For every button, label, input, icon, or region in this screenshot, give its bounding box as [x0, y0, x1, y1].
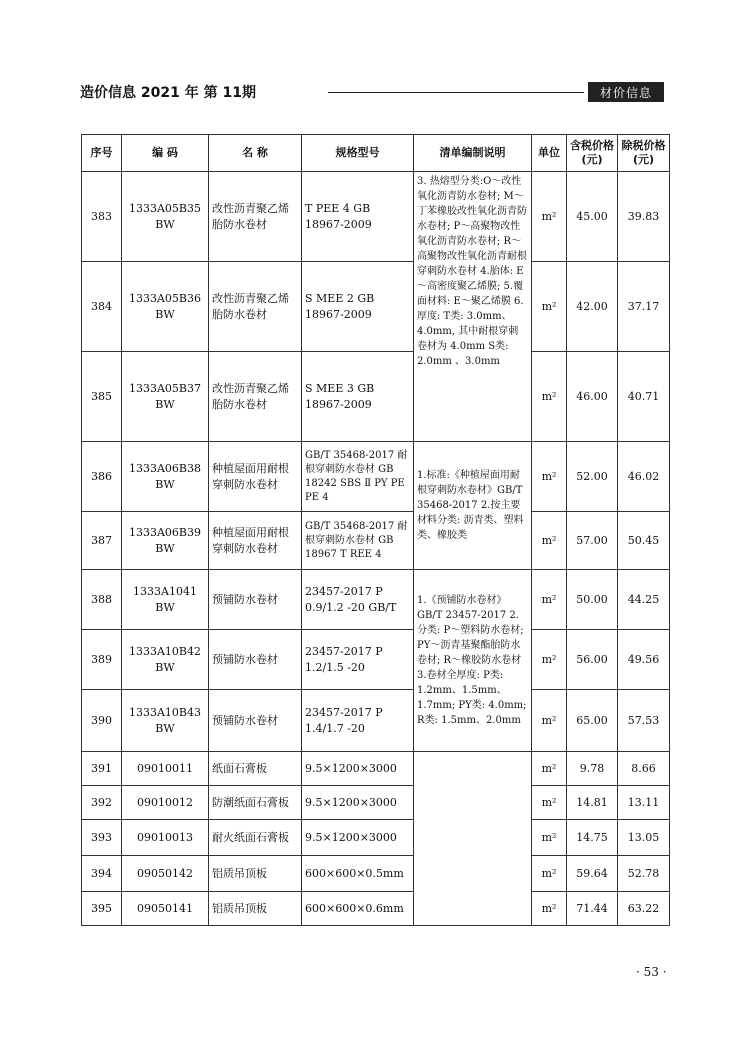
row-price-notax: 52.78	[618, 856, 670, 892]
row-spec: 23457-2017 P 1.2/1.5 -20	[302, 630, 414, 690]
row-code: 1333A05B37 BW	[122, 352, 209, 442]
price-table	[81, 134, 670, 926]
col-header-unit: 单位	[532, 135, 567, 172]
row-no: 393	[82, 820, 122, 856]
row-spec: 9.5×1200×3000	[302, 752, 414, 786]
row-no: 387	[82, 512, 122, 570]
row-price-tax: 52.00	[567, 442, 618, 512]
row-unit: m²	[532, 690, 567, 752]
col-header-spec: 规格型号	[302, 135, 414, 172]
row-price-notax: 40.71	[618, 352, 670, 442]
row-name: 耐火纸面石膏板	[209, 820, 302, 856]
col-header-price-notax: 除税价格(元)	[618, 135, 670, 172]
row-name: 预铺防水卷材	[209, 630, 302, 690]
table-row	[82, 352, 670, 442]
row-price-tax: 14.81	[567, 786, 618, 820]
row-no: 394	[82, 856, 122, 892]
row-note: 1.标准:《种植屋面用耐根穿刺防水卷材》GB/T 35468-2017 2.按主要材料分类: 沥青类、塑料类、橡胶类	[414, 442, 532, 570]
row-name: 改性沥青聚乙烯胎防水卷材	[209, 352, 302, 442]
row-name: 防潮纸面石膏板	[209, 786, 302, 820]
row-unit: m²	[532, 786, 567, 820]
row-unit: m²	[532, 820, 567, 856]
row-name: 纸面石膏板	[209, 752, 302, 786]
row-price-notax: 49.56	[618, 630, 670, 690]
row-unit: m²	[532, 892, 567, 926]
row-price-tax: 59.64	[567, 856, 618, 892]
row-code: 09010012	[122, 786, 209, 820]
row-name: 种植屋面用耐根穿刺防水卷材	[209, 442, 302, 512]
row-price-tax: 42.00	[567, 262, 618, 352]
row-price-notax: 39.83	[618, 172, 670, 262]
table-row	[82, 442, 670, 512]
row-unit: m²	[532, 352, 567, 442]
row-code: 09010013	[122, 820, 209, 856]
row-no: 391	[82, 752, 122, 786]
row-code: 09010011	[122, 752, 209, 786]
row-no: 383	[82, 172, 122, 262]
row-price-notax: 8.66	[618, 752, 670, 786]
row-price-tax: 71.44	[567, 892, 618, 926]
row-note-empty	[414, 752, 532, 926]
row-spec: 9.5×1200×3000	[302, 820, 414, 856]
row-no: 392	[82, 786, 122, 820]
row-price-notax: 13.05	[618, 820, 670, 856]
row-unit: m²	[532, 512, 567, 570]
row-code: 1333A05B35 BW	[122, 172, 209, 262]
col-header-note: 清单编制说明	[414, 135, 532, 172]
row-price-tax: 57.00	[567, 512, 618, 570]
row-name: 铝质吊顶板	[209, 892, 302, 926]
row-name: 改性沥青聚乙烯胎防水卷材	[209, 172, 302, 262]
row-spec: 600×600×0.6mm	[302, 892, 414, 926]
row-note: 3. 热熔型分类:O～改性氧化沥青防水卷材; M～丁苯橡胶改性氧化沥青防水卷材; P～高聚物改性氧化沥青防水卷材; R～高聚物改性氧化沥青耐根穿刺防水卷材 4.胎体: E～高密度聚乙烯膜; 5.覆面材料: E～聚乙烯膜 6.厚度: T类: 3.0mm、4.0mm, 其中耐根穿刺卷材为 4.0mm S类: 2.0mm 、3.0mm	[414, 172, 532, 442]
table-row	[82, 690, 670, 752]
row-price-tax: 46.00	[567, 352, 618, 442]
row-spec: S MEE 2 GB 18967-2009	[302, 262, 414, 352]
row-spec: T PEE 4 GB 18967-2009	[302, 172, 414, 262]
row-code: 1333A1041 BW	[122, 570, 209, 630]
table-row	[82, 786, 670, 820]
row-price-notax: 37.17	[618, 262, 670, 352]
header-rule	[328, 92, 584, 93]
row-no: 386	[82, 442, 122, 512]
row-no: 389	[82, 630, 122, 690]
row-no: 390	[82, 690, 122, 752]
row-code: 09050142	[122, 856, 209, 892]
row-spec: 23457-2017 P 0.9/1.2 -20 GB/T	[302, 570, 414, 630]
row-unit: m²	[532, 442, 567, 512]
page-header	[80, 82, 664, 104]
row-name: 预铺防水卷材	[209, 570, 302, 630]
row-name: 改性沥青聚乙烯胎防水卷材	[209, 262, 302, 352]
table-row	[82, 630, 670, 690]
row-unit: m²	[532, 172, 567, 262]
table-row	[82, 752, 670, 786]
row-no: 395	[82, 892, 122, 926]
col-header-code: 编 码	[122, 135, 209, 172]
row-price-tax: 65.00	[567, 690, 618, 752]
row-spec: 600×600×0.5mm	[302, 856, 414, 892]
row-unit: m²	[532, 570, 567, 630]
row-price-notax: 13.11	[618, 786, 670, 820]
row-spec: S MEE 3 GB 18967-2009	[302, 352, 414, 442]
table-row	[82, 512, 670, 570]
row-name: 种植屋面用耐根穿刺防水卷材	[209, 512, 302, 570]
row-code: 1333A10B43 BW	[122, 690, 209, 752]
col-header-name: 名 称	[209, 135, 302, 172]
row-price-tax: 45.00	[567, 172, 618, 262]
row-spec: GB/T 35468-2017 耐根穿刺防水卷材 GB 18967 T REE 4	[302, 512, 414, 570]
row-price-notax: 46.02	[618, 442, 670, 512]
row-code: 1333A06B38 BW	[122, 442, 209, 512]
row-code: 09050141	[122, 892, 209, 926]
row-price-notax: 63.22	[618, 892, 670, 926]
row-price-notax: 57.53	[618, 690, 670, 752]
row-price-tax: 56.00	[567, 630, 618, 690]
row-spec: GB/T 35468-2017 耐根穿刺防水卷材 GB 18242 SBS Ⅱ PY PE PE 4	[302, 442, 414, 512]
row-price-tax: 9.78	[567, 752, 618, 786]
row-note: 1.《预铺防水卷材》GB/T 23457-2017 2.分类: P～塑料防水卷材; PY～沥青基聚酯胎防水卷材; R～橡胶防水卷材 3.卷材全厚度: P类: 1.2mm、1.5mm、1.7mm; PY类: 4.0mm; R类: 1.5mm、2.0mm	[414, 570, 532, 752]
table-row	[82, 262, 670, 352]
row-name: 铝质吊顶板	[209, 856, 302, 892]
table-row	[82, 820, 670, 856]
row-price-notax: 44.25	[618, 570, 670, 630]
row-unit: m²	[532, 630, 567, 690]
row-unit: m²	[532, 856, 567, 892]
row-price-tax: 14.75	[567, 820, 618, 856]
row-no: 388	[82, 570, 122, 630]
row-price-notax: 50.45	[618, 512, 670, 570]
row-spec: 23457-2017 P 1.4/1.7 -20	[302, 690, 414, 752]
table-row	[82, 892, 670, 926]
col-header-price-tax: 含税价格(元)	[567, 135, 618, 172]
journal-title: 造价信息 2021 年 第 11期	[80, 85, 256, 101]
row-spec: 9.5×1200×3000	[302, 786, 414, 820]
row-name: 预铺防水卷材	[209, 690, 302, 752]
row-unit: m²	[532, 262, 567, 352]
row-no: 384	[82, 262, 122, 352]
table-header-row	[82, 135, 670, 172]
page-number: · 53 ·	[636, 965, 667, 979]
table-row	[82, 172, 670, 262]
table-row	[82, 570, 670, 630]
row-code: 1333A06B39 BW	[122, 512, 209, 570]
table-row	[82, 856, 670, 892]
section-badge: 材价信息	[588, 82, 664, 102]
col-header-no: 序号	[82, 135, 122, 172]
row-no: 385	[82, 352, 122, 442]
row-code: 1333A05B36 BW	[122, 262, 209, 352]
row-unit: m²	[532, 752, 567, 786]
row-code: 1333A10B42 BW	[122, 630, 209, 690]
row-price-tax: 50.00	[567, 570, 618, 630]
